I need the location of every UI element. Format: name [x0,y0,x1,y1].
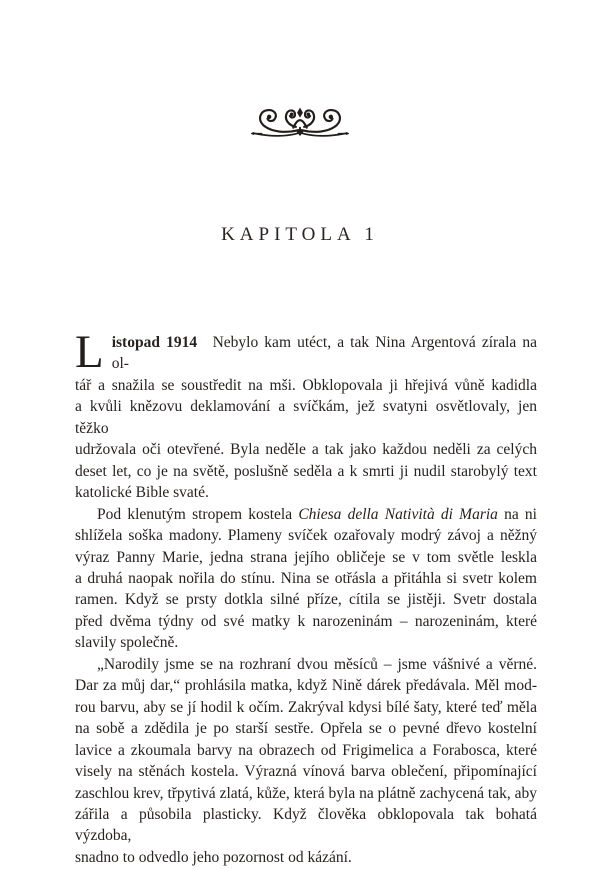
paragraph [75,654,537,869]
ornament-container [0,101,600,141]
body-text: visely na stěnách kostela. Výrazná vínová barva oblečení, připomínající [75,763,537,781]
text-line [75,375,537,396]
text-line [75,697,537,718]
body-text: na ni [497,505,537,523]
text-line [75,632,537,653]
text-line [75,461,537,482]
body-text: tář a snažila se soustředit na mši. Obklopovala ji hřejivá vůně kadidla [75,376,537,394]
text-line [75,804,537,847]
body-text: snadno to odvedlo jeho pozornost od kázání. [75,848,352,866]
chapter-title: KAPITOLA 1 [221,224,379,245]
body-text: katolické Bible svaté. [75,484,209,502]
text-line [75,611,537,632]
text-line [75,396,537,439]
body-text: zaschlou krev, třpytivá zlatá, kůže, která byla na plátně zachycená tak, aby [75,784,537,802]
text-line [75,761,537,782]
body-text: „Narodily jsme se na rozhraní dvou měsíců – jsme vášnivé a věrné. [97,655,537,673]
body-text: lavice a zkoumala barvy na obrazech od Frigimelica a Forabosca, které [75,741,537,759]
body-text: shlížela soška madony. Plameny svíček ozařovaly modrý závoj a něžný [75,527,537,545]
body-text: rou barvu, aby se jí hodil k očím. Zakrýval kdysi bílé šaty, které teď měla [75,698,537,716]
text-line [75,718,537,739]
text-block [75,326,537,868]
text-line [75,675,537,696]
fleuron-ornament-icon [250,101,350,141]
text-line [75,525,537,546]
body-text: a kvůli knězovu deklamování a svíčkám, jež svatyni osvětlovaly, jen těžko [75,398,537,437]
lead-in-bold-text: istopad 1914 [111,334,198,351]
text-line [75,589,537,610]
paragraph [75,504,537,654]
body-text: slavily společně. [75,634,179,652]
drop-cap: L [75,326,104,378]
paragraph [75,326,537,504]
body-text: a druhá naopak nořila do stínu. Nina se otřásla a přitáhla si svetr kolem [75,569,537,587]
body-text: Dar za můj dar,“ prohlásila matka, když Nině dárek předávala. Měl mod- [75,677,537,695]
text-line [75,740,537,761]
body-text: na sobě a zdědila je po starší sestře. Opřela se o pevné dřevo kostelní [75,720,537,738]
body-text: Nebylo kam utéct, a tak Nina Argentová zírala na ol- [111,334,537,373]
body-text: výraz Panny Marie, jedna strana jejího obličeje se v tom světle leskla [75,548,537,566]
text-line [75,847,537,868]
text-line [75,547,537,568]
text-line [75,783,537,804]
body-text: udržovala oči otevřené. Byla neděle a tak jako každou neděli za celých [75,441,537,459]
italic-title-text: Chiesa della Natività di Maria [298,505,498,523]
text-line [75,568,537,589]
text-line [75,654,537,675]
text-line [75,504,537,525]
body-text: ramen. Když se prsty dotkla silné příze, cítila se jistěji. Svetr dostala [75,591,537,609]
text-line [75,482,537,503]
body-text: zářila a působila plasticky. Když člověka obklopovala tak bohatá výzdoba, [75,805,537,845]
text-line [75,326,537,378]
body-text: Pod klenutým stropem kostela [97,505,299,523]
text-line [75,439,537,460]
body-text: před dvěma týdny od své matky k narozeninám – narozeninám, které [75,612,537,630]
body-text: deset let, co je na světě, poslušně seděla a k smrti ji nudil starobylý text [75,462,537,480]
